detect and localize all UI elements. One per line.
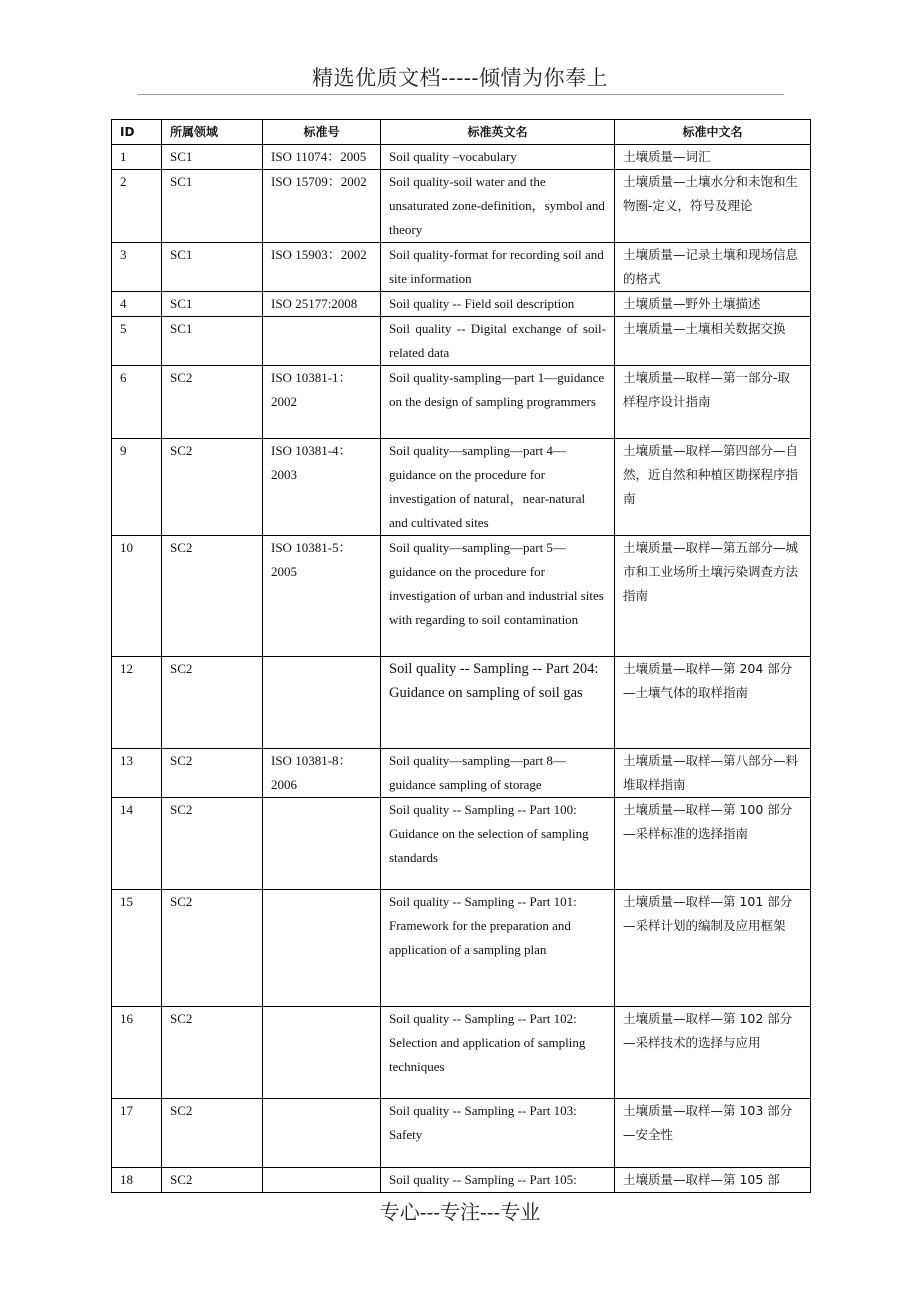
table-row — [112, 536, 811, 657]
cell-english-name: Soil quality -- Sampling -- Part 103: Safety — [381, 1099, 615, 1168]
header-id: ID — [112, 120, 162, 145]
cell-chinese-name: 土壤质量—记录土壤和现场信息的格式 — [615, 243, 811, 292]
table-row — [112, 1168, 811, 1193]
cell-area: SC1 — [162, 170, 263, 243]
cell-id: 1 — [112, 145, 162, 170]
cell-standard-number: ISO 10381-8：2006 — [263, 749, 381, 798]
cell-standard-number: ISO 25177:2008 — [263, 292, 381, 317]
cell-standard-number: ISO 10381-4：2003 — [263, 439, 381, 536]
cell-area: SC2 — [162, 798, 263, 890]
cell-area: SC2 — [162, 890, 263, 1007]
cell-area: SC1 — [162, 317, 263, 366]
cell-area: SC2 — [162, 749, 263, 798]
cell-id: 16 — [112, 1007, 162, 1099]
cell-id: 2 — [112, 170, 162, 243]
cell-chinese-name: 土壤质量—词汇 — [615, 145, 811, 170]
table-row — [112, 749, 811, 798]
cell-standard-number: ISO 11074：2005 — [263, 145, 381, 170]
cell-area: SC1 — [162, 292, 263, 317]
cell-standard-number: ISO 15709：2002 — [263, 170, 381, 243]
cell-standard-number — [263, 1007, 381, 1099]
cell-english-name: Soil quality -- Sampling -- Part 100: Guidance on the selection of sampling standards — [381, 798, 615, 890]
table-row — [112, 798, 811, 890]
cell-area: SC2 — [162, 1099, 263, 1168]
table-header-row — [112, 120, 811, 145]
cell-chinese-name: 土壤质量—野外土壤描述 — [615, 292, 811, 317]
cell-chinese-name: 土壤质量—取样—第 102 部分—采样技术的选择与应用 — [615, 1007, 811, 1099]
header-chinese-name: 标准中文名 — [615, 120, 811, 145]
cell-id: 14 — [112, 798, 162, 890]
cell-english-name: Soil quality -- Digital exchange of soil-related data — [381, 317, 615, 366]
cell-id: 10 — [112, 536, 162, 657]
cell-area: SC1 — [162, 243, 263, 292]
cell-chinese-name: 土壤质量—取样—第 103 部分—安全性 — [615, 1099, 811, 1168]
cell-english-name: Soil quality -- Sampling -- Part 101: Framework for the preparation and application of a sampling plan — [381, 890, 615, 1007]
cell-id: 13 — [112, 749, 162, 798]
header-standard-number: 标准号 — [263, 120, 381, 145]
cell-english-name: Soil quality -- Sampling -- Part 102: Selection and application of sampling techniques — [381, 1007, 615, 1099]
table-row — [112, 170, 811, 243]
cell-chinese-name: 土壤质量—取样—第四部分—自然，近自然和种植区勘探程序指南 — [615, 439, 811, 536]
cell-chinese-name: 土壤质量—土壤水分和未饱和生物圈-定义，符号及理论 — [615, 170, 811, 243]
cell-chinese-name: 土壤质量—取样—第 101 部分—采样计划的编制及应用框架 — [615, 890, 811, 1007]
table-row — [112, 1007, 811, 1099]
cell-area: SC1 — [162, 145, 263, 170]
cell-english-name: Soil quality—sampling—part 4—guidance on the procedure for investigation of natural，near-natural and cultivated sites — [381, 439, 615, 536]
cell-english-name: Soil quality—sampling—part 8—guidance sampling of storage — [381, 749, 615, 798]
cell-english-name: Soil quality -- Sampling -- Part 105: — [381, 1168, 615, 1193]
table-row — [112, 145, 811, 170]
cell-area: SC2 — [162, 1168, 263, 1193]
header-area: 所属领域 — [162, 120, 263, 145]
header-english-name: 标准英文名 — [381, 120, 615, 145]
cell-english-name: Soil quality—sampling—part 5—guidance on the procedure for investigation of urban and industrial sites with regarding to soil contamination — [381, 536, 615, 657]
cell-area: SC2 — [162, 536, 263, 657]
cell-english-name: Soil quality -- Field soil description — [381, 292, 615, 317]
cell-standard-number — [263, 317, 381, 366]
cell-standard-number — [263, 1168, 381, 1193]
cell-chinese-name: 土壤质量—土壤相关数据交换 — [615, 317, 811, 366]
table-row — [112, 292, 811, 317]
table-row — [112, 366, 811, 439]
cell-standard-number — [263, 798, 381, 890]
cell-chinese-name: 土壤质量—取样—第 100 部分—采样标准的选择指南 — [615, 798, 811, 890]
cell-chinese-name: 土壤质量—取样—第五部分—城市和工业场所土壤污染调查方法指南 — [615, 536, 811, 657]
table-row — [112, 243, 811, 292]
table-row — [112, 1099, 811, 1168]
cell-english-name: Soil quality-format for recording soil and site information — [381, 243, 615, 292]
standards-table — [111, 119, 811, 1193]
cell-id: 18 — [112, 1168, 162, 1193]
page-header: 精选优质文档-----倾情为你奉上 — [312, 66, 608, 90]
cell-area: SC2 — [162, 439, 263, 536]
cell-area: SC2 — [162, 366, 263, 439]
cell-chinese-name: 土壤质量—取样—第一部分-取样程序设计指南 — [615, 366, 811, 439]
cell-standard-number: ISO 10381-1：2002 — [263, 366, 381, 439]
cell-id: 3 — [112, 243, 162, 292]
cell-id: 12 — [112, 657, 162, 749]
cell-id: 6 — [112, 366, 162, 439]
cell-english-name: Soil quality-soil water and the unsaturated zone-definition，symbol and theory — [381, 170, 615, 243]
cell-id: 9 — [112, 439, 162, 536]
table-row — [112, 657, 811, 749]
page-footer: 专心---专注---专业 — [379, 1200, 541, 1224]
cell-id: 15 — [112, 890, 162, 1007]
cell-standard-number — [263, 890, 381, 1007]
cell-english-name: Soil quality -- Sampling -- Part 204: Guidance on sampling of soil gas — [381, 657, 615, 749]
cell-english-name: Soil quality-sampling—part 1—guidance on the design of sampling programmers — [381, 366, 615, 439]
header-divider — [138, 94, 784, 95]
cell-standard-number: ISO 15903：2002 — [263, 243, 381, 292]
cell-area: SC2 — [162, 657, 263, 749]
cell-id: 17 — [112, 1099, 162, 1168]
cell-english-name: Soil quality –vocabulary — [381, 145, 615, 170]
cell-standard-number — [263, 657, 381, 749]
cell-standard-number: ISO 10381-5：2005 — [263, 536, 381, 657]
cell-chinese-name: 土壤质量—取样—第 105 部 — [615, 1168, 811, 1193]
cell-chinese-name: 土壤质量—取样—第八部分—料堆取样指南 — [615, 749, 811, 798]
table-row — [112, 439, 811, 536]
table-row — [112, 317, 811, 366]
table-row — [112, 890, 811, 1007]
cell-chinese-name: 土壤质量—取样—第 204 部分—土壤气体的取样指南 — [615, 657, 811, 749]
cell-id: 4 — [112, 292, 162, 317]
cell-id: 5 — [112, 317, 162, 366]
cell-standard-number — [263, 1099, 381, 1168]
cell-area: SC2 — [162, 1007, 263, 1099]
